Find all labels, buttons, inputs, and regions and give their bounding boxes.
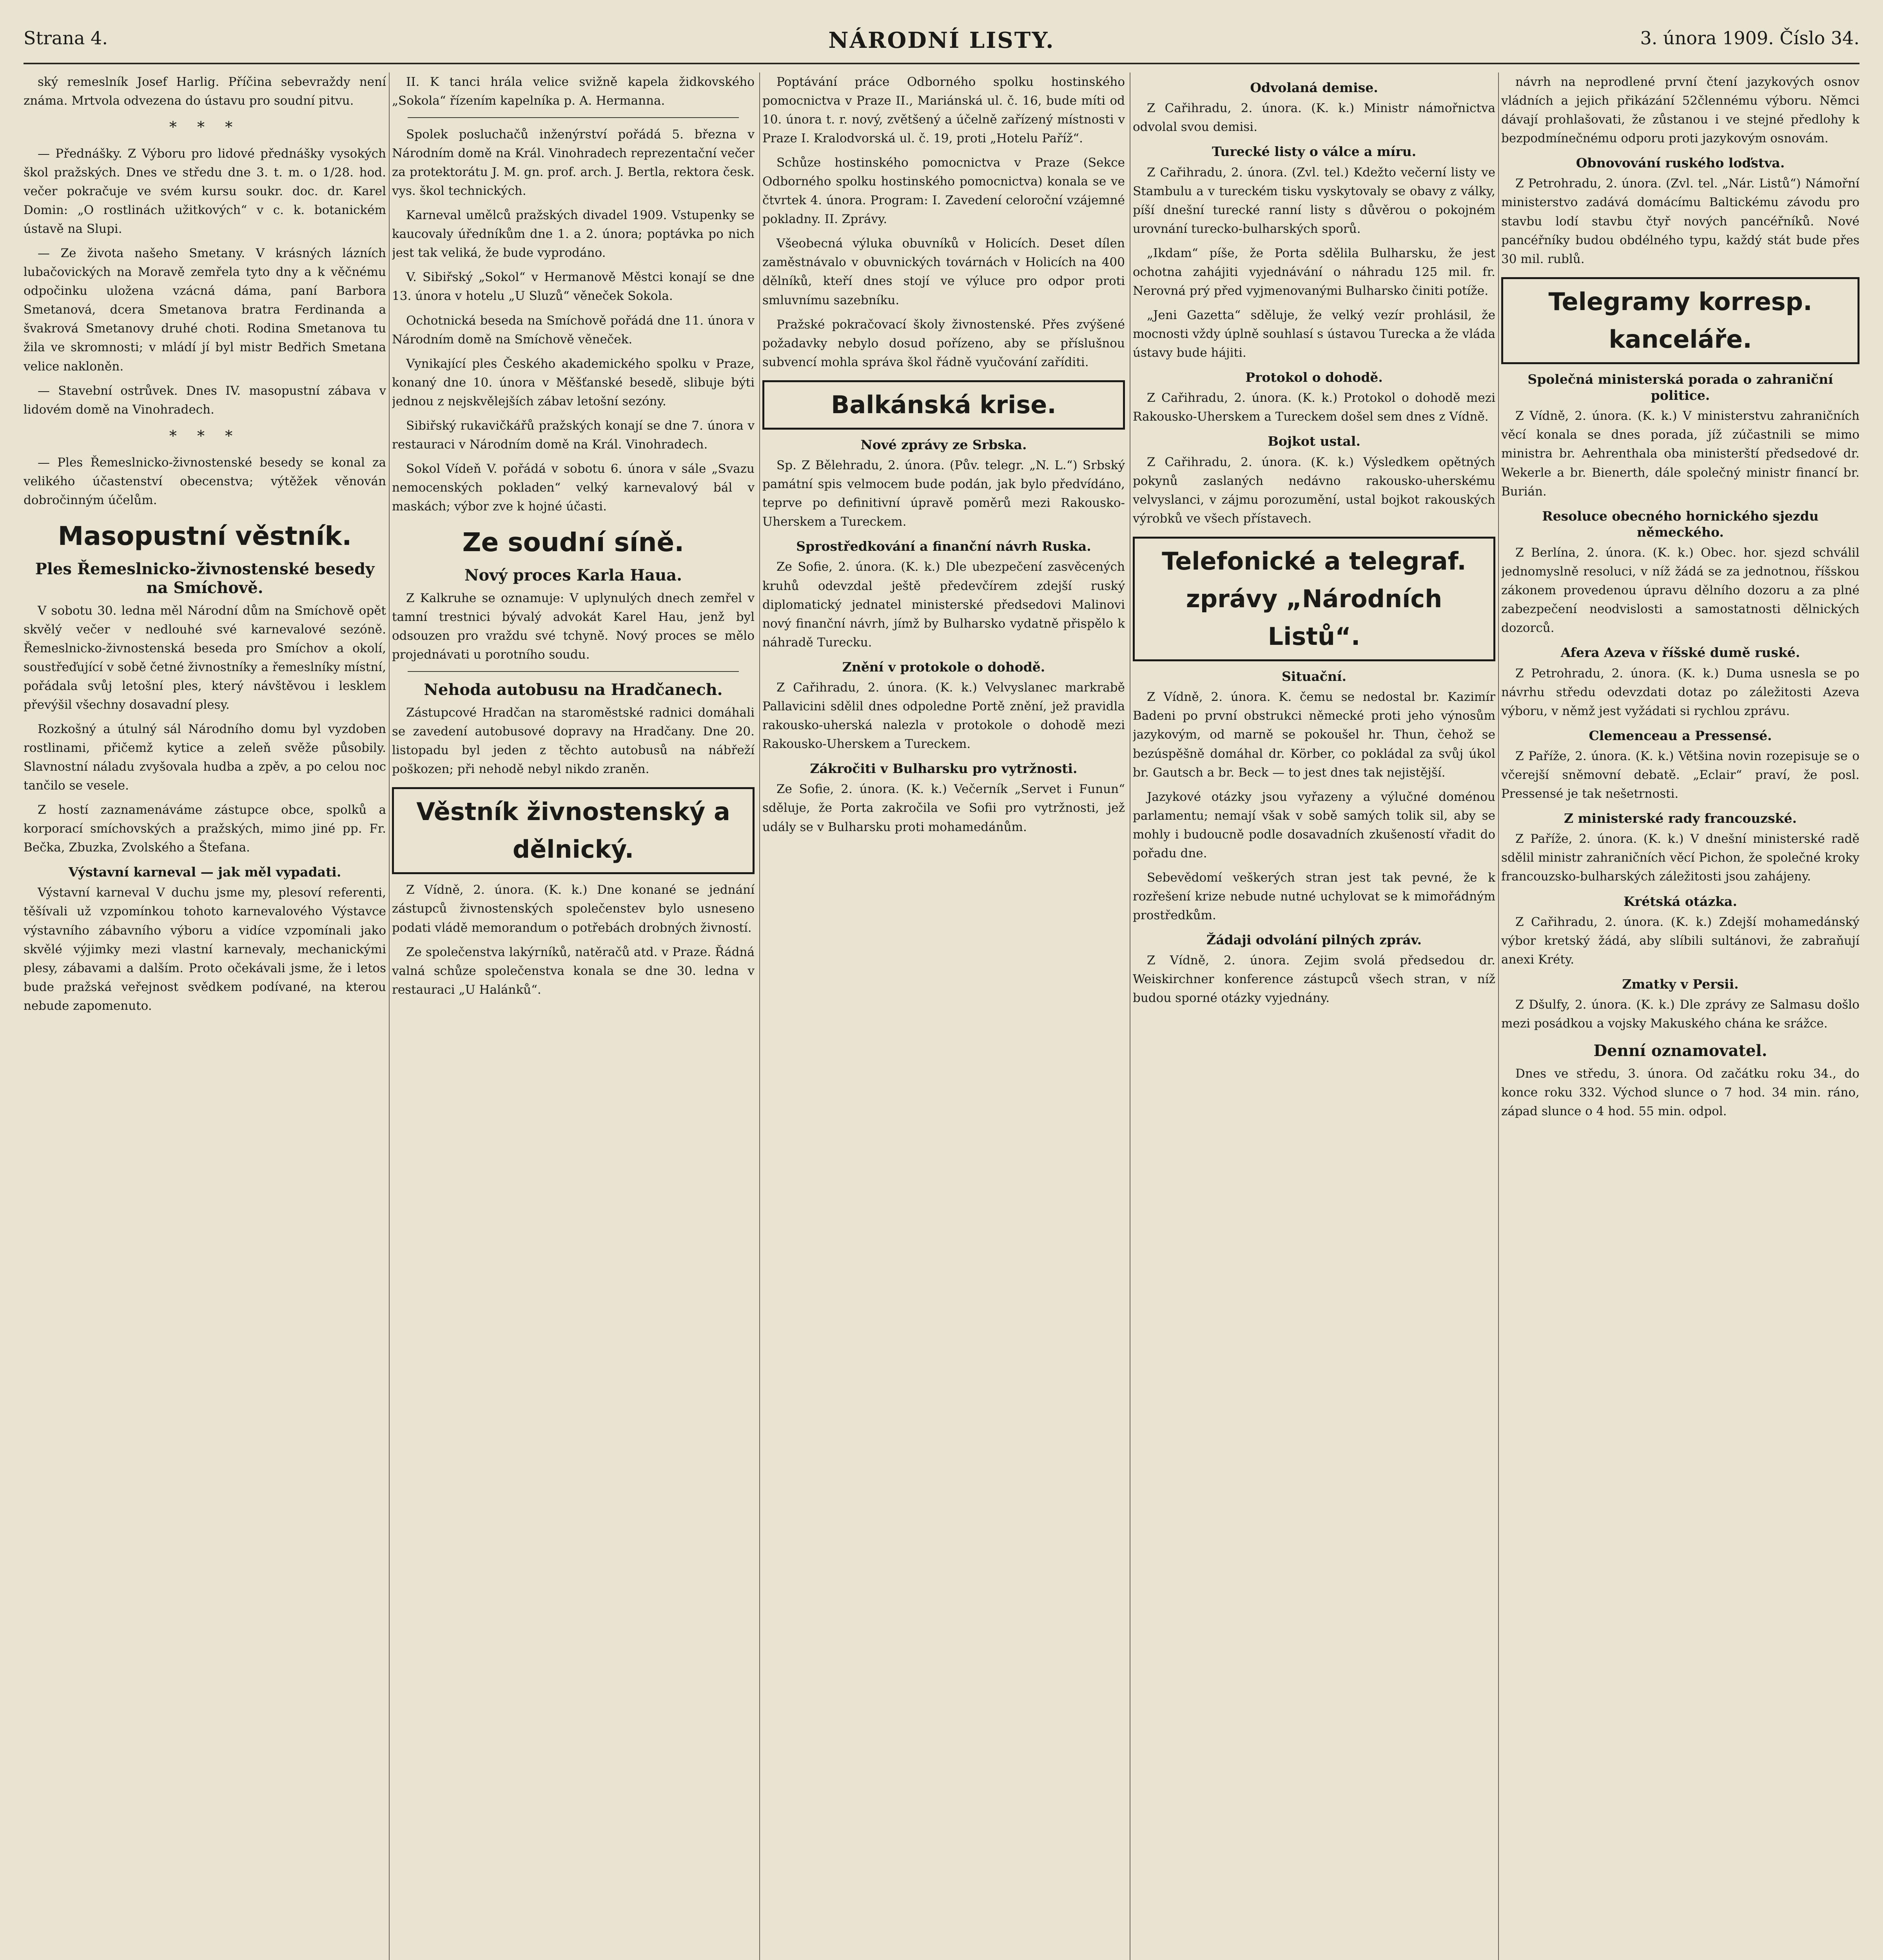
column-divider (1498, 73, 1499, 1960)
article-heading: Protokol o dohodě. (1245, 370, 1383, 385)
article-text: návrh na neprodlené první čtení jazykových osnov vládních a jejich přikázání 52člennému výboru. Němci dávají prohlašovati, že zůstanou i ve stejné předlohy k bezpodmínečnému odporu proti jazykovým osnovám. (1501, 75, 1859, 146)
page-header (24, 16, 1859, 63)
article-text: — Přednášky. Z Výboru pro lidové přednášky vysokých škol pražských. Dnes ve středu dne 3. t. m. o 1/28. hod. večer pokračuje ve svém kursu soukr. doc. dr. Karel Domin: „O rostlinách užitkových“ v c. k. botanickém ústavě na Slupi. (24, 146, 386, 236)
article-text: Z Petrohradu, 2. února. (Zvl. tel. „Nár. Listů“) Námořní ministerstvo zadává domácímu Baltickému závodu pro stavbu lodí stavbu čtyř nových pancéřníků. Nové pancéřníky budou obdélného typu, každý stát bude přes 30 mil. rublů. (1501, 176, 1859, 266)
article-heading: Nový proces Karla Haua. (464, 566, 682, 584)
article-text: V sobotu 30. ledna měl Národní dům na Smíchově opět skvělý večer v nedlouhé své karnevalové sezóně. Řemeslnicko-živnostenská beseda pro Smíchov a okolí, soustřeďující v sobě četné živnostníky a řemeslníky místní, pořádala svůj letošní ples, který návštěvou i lesklem převýšil všechny dosavadní plesy. (24, 603, 386, 712)
date-issue: 3. února 1909. Číslo 34. (1640, 27, 1859, 49)
column-1 (24, 73, 386, 1960)
article-text: Sp. Z Bělehradu, 2. února. (Pův. telegr. „N. L.“) Srbský památní spis velmocem bude podán, jak bylo předvídáno, teprve po definitivní úpravě poměrů mezi Rakousko-Uherskem a Tureckem. (762, 458, 1125, 529)
column-4 (1133, 73, 1495, 1960)
article-text: — Ples Řemeslnicko-živnostenské besedy se konal za velikého účastenství obecenstva; výtěžek věnován dobročinným účelům. (24, 455, 386, 507)
article-heading: Odvolaná demise. (1250, 80, 1378, 95)
section-heading-box: Telegramy korresp. kanceláře. (1501, 277, 1859, 364)
column-divider (759, 73, 760, 1960)
article-text: Z Dšulfy, 2. února. (K. k.) Dle zprávy ze Salmasu došlo mezi posádkou a vojsky Makuského chána ke srážce. (1501, 998, 1859, 1031)
separator-stars: * * * (169, 118, 241, 136)
article-heading: Z ministerské rady francouzské. (1564, 811, 1797, 826)
section-heading: Masopustní věstník. (58, 521, 352, 551)
article-text: Zástupcové Hradčan na staroměstské radnici domáhali se zavedení autobusové dopravy na Hradčany. Dne 20. listopadu byl jeden z těchto autobusů na nábřeží poškozen; při nehodě nebyl nikdo zraněn. (392, 706, 755, 777)
article-text: V. Sibiřský „Sokol“ v Hermanově Městci konají se dne 13. února v hotelu „U Sluzů“ věneček Sokola. (392, 270, 755, 303)
article-text: Z Cařihradu, 2. února. (K. k.) Velvyslanec markrabě Pallavicini sdělil dnes odpoledne Portě znění, jež pravidla rakousko-uherská nalezla v protokole o dohodě mezi Rakousko-Uherskem a Tureckem. (762, 680, 1125, 751)
article-text: Ze Sofie, 2. února. (K. k.) Dle ubezpečení zasvěcených kruhů odevzdal ještě předevčírem zdejší ruský diplomatický jednatel ministerské předsedovi Malinovi nový finanční návrh, jímž by Bulharsko vydatně přispělo k náhradě Turecku. (762, 560, 1125, 650)
header-rule (24, 63, 1859, 64)
article-heading: Nehoda autobusu na Hradčanech. (424, 681, 723, 699)
article-heading: Resoluce obecného hornického sjezdu německého. (1542, 508, 1819, 540)
article-heading: Zmatky v Persii. (1622, 976, 1739, 992)
article-heading: Zákročiti v Bulharsku pro vytržnosti. (810, 761, 1078, 777)
article-text: ský remeslník Josef Harlig. Příčina sebevraždy není známa. Mrtvola odvezena do ústavu pro soudní pitvu. (24, 75, 386, 108)
article-heading: Krétská otázka. (1624, 893, 1737, 909)
article-text: Vynikající ples Českého akademického spolku v Praze, konaný dne 10. února v Měšťanské besedě, slibuje býti jednou z nejskvělejších zábav letošní sezóny. (392, 356, 755, 408)
column-2 (392, 73, 755, 1960)
article-text: Jazykové otázky jsou vyřazeny a výlučné doménou parlamentu; nemají však v sobě samých tolik sil, aby se mohly i budoucně podle dosavadních zkušeností vřadit do pořadu dne. (1133, 789, 1495, 860)
page-number: Strana 4. (24, 27, 108, 49)
article-text: „Jeni Gazetta“ sděluje, že velký vezír prohlásil, že mocnosti vždy úplně souhlasí s ústavou Turecka a že vláda ústavy bude hájiti. (1133, 308, 1495, 360)
article-heading: Sprostředkování a finanční návrh Ruska. (796, 539, 1091, 554)
divider (408, 671, 739, 672)
article-text: Spolek posluchačů inženýrství pořádá 5. března v Národním domě na Král. Vinohradech reprezentační večer za protektorátu J. M. gn. prof. arch. J. Bertla, rektora česk. vys. škol technických. (392, 127, 755, 198)
section-heading-box: Věstník živnostenský a dělnický. (392, 787, 755, 874)
article-text: Z Vídně, 2. února. Zejim svolá předsedou dr. Weiskirchner konference zástupců všech stran, v níž budou sporné otázky vyjednány. (1133, 953, 1495, 1005)
divider (408, 117, 739, 118)
article-heading: Žádaji odvolání pilných zpráv. (1206, 932, 1422, 947)
section-heading-box: Telefonické a telegraf. zprávy „Národních Listů“. (1133, 537, 1495, 661)
article-text: Z Vídně, 2. února. (K. k.) V ministerstvu zahraničních věcí konala se dnes porada, jíž zúčastnili se mimo ministra br. Aehrenthala oba ministerští předsedové dr. Wekerle a br. Bienerth, dále společný ministr financí br. Burián. (1501, 409, 1859, 499)
article-text: Z Berlína, 2. února. (K. k.) Obec. hor. sjezd schválil jednomyslně resoluci, v níž žádá se za jednotnou, říšskou zákonem provedenou úpravu dělního dozoru a za plné zabezpečení neodvislosti a samostatnosti dělnických dozorců. (1501, 546, 1859, 635)
article-heading: Clemenceau a Pressensé. (1589, 728, 1772, 743)
article-text: Ochotnická beseda na Smíchově pořádá dne 11. února v Národním domě na Smíchově věneček. (392, 313, 755, 347)
article-text: II. K tanci hrála velice svižně kapela židkovského „Sokola“ řízením kapelníka p. A. Hermanna. (392, 75, 755, 108)
column-5 (1501, 73, 1859, 1960)
article-heading: Obnovování ruského loďstva. (1576, 155, 1785, 171)
article-heading: Znění v protokole o dohodě. (842, 659, 1045, 675)
article-text: Výstavní karneval V duchu jsme my, plesoví referenti, těšívali už vzpomínkou tohoto karnevalového Výstavce výstavního zábavního výboru a vidíce vzpomínali jako skvělé výjimky mezi vlastní karnevaly, mechanickými plesy, zábavami a dalším. Proto očekávali jsme, že i letos bude pražská veřejnost svědkem podívané, na kterou nebude zapomenuto. (24, 886, 386, 1013)
article-text: Z Cařihradu, 2. února. (K. k.) Zdejší mohamedánský výbor kretský žádá, aby slíbili sultánovi, že zabraňují anexi Kréty. (1501, 915, 1859, 967)
column-3 (762, 73, 1125, 1960)
article-heading: Situační. (1281, 669, 1347, 684)
article-text: Sibiřský rukavičkářů pražských konají se dne 7. února v restauraci v Národním domě na Král. Vinohradech. (392, 418, 755, 452)
article-heading: Nové zprávy ze Srbska. (860, 437, 1027, 452)
article-text: Z Paříže, 2. února. (K. k.) V dnešní ministerské radě sdělil ministr zahraničních věcí Pichon, že společné kroky francouzsko-bulharských záležitosti jsou zahájeny. (1501, 832, 1859, 884)
article-heading: Společná ministerská porada o zahraniční politice. (1527, 371, 1833, 403)
article-heading: Turecké listy o válce a míru. (1212, 144, 1417, 160)
article-text: Sebevědomí veškerých stran jest tak pevné, že k rozřešení krize nebude nutné uchylovat se k mimořádným prostředkům. (1133, 870, 1495, 922)
section-heading-box: Balkánská krise. (762, 380, 1125, 430)
article-heading: Výstavní karneval — jak měl vypadati. (68, 864, 341, 880)
column-divider (389, 73, 390, 1960)
separator-stars: * * * (169, 427, 241, 445)
article-text: Z Vídně, 2. února. K. čemu se nedostal br. Kazimír Badeni po první obstrukci německé proti jeho výnosům jazykovým, od marně se pokoušel hr. Thun, čehož se bezúspěšně domáhal dr. Körber, co pokládal za svůj úkol br. Gautsch a br. Beck — to jest dnes tak nejistější. (1133, 690, 1495, 780)
article-text: Z Cařihradu, 2. února. (K. k.) Výsledkem opětných pokynů zaslaných nedávno rakousko-uherskému velvyslanci, v zájmu porozumění, ustal bojkot rakouských výrobků ve všech přístavech. (1133, 455, 1495, 526)
article-text: Rozkošný a útulný sál Národního domu byl vyzdoben rostlinami, přičemž kytice a zeleň svěže působily. Slavnostní náladu zvyšovala hudba a zpěv, a po celou noc tančilo se vesele. (24, 722, 386, 793)
article-text: Karneval umělců pražských divadel 1909. Vstupenky se kaucovaly úředníkům dne 1. a 2. února; poptávka po nich jest tak veliká, že bude vyprodáno. (392, 208, 755, 260)
article-text: Pražské pokračovací školy živnostenské. Přes zvýšené požadavky nebylo dosud pořízeno, aby se příslušnou subvencí mohla správa škol řádně vyučování zaříditi. (762, 317, 1125, 369)
article-text: „Ikdam“ píše, že Porta sdělila Bulharsku, že jest ochotna zahájiti vyjednávání o náhradu 125 mil. fr. Nerovná prý před vyjmenovanými Bulharsko činiti potíže. (1133, 246, 1495, 298)
article-text: Sokol Vídeň V. pořádá v sobotu 6. února v sále „Svazu nemocenských pokladen“ velký karnevalový bál v maskách; výbor zve k hojné účasti. (392, 461, 755, 514)
article-text: Ze společenstva lakýrníků, natěračů atd. v Praze. Řádná valná schůze společenstva konala se dne 30. ledna v restauraci „U Halánků“. (392, 945, 755, 997)
article-text: Z Paříže, 2. února. (K. k.) Většina novin rozepisuje se o včerejší sněmovní debatě. „Eclair“ praví, že posl. Pressensé je tak nešetrnosti. (1501, 749, 1859, 801)
article-heading: Afera Azeva v říšské dumě ruské. (1560, 645, 1800, 661)
article-text: Z Cařihradu, 2. února. (K. k.) Ministr námořnictva odvolal svou demisi. (1133, 101, 1495, 134)
article-text: — Stavební ostrůvek. Dnes IV. masopustní zábava v lidovém domě na Vinohradech. (24, 383, 386, 417)
article-text: Z Vídně, 2. února. (K. k.) Dne konané se jednání zástupců živnostenských společenstev bylo usneseno podati vládě memorandum o potřebách drobných živností. (392, 883, 755, 935)
section-heading: Ze soudní síně. (462, 527, 684, 557)
article-text: Ze Sofie, 2. února. (K. k.) Večerník „Servet i Funun“ sděluje, že Porta zakročila ve Sofii pro vytržnosti, jež udály se v Bulharsku proti mohamedánům. (762, 782, 1125, 834)
article-text: Všeobecná výluka obuvníků v Holicích. Deset dílen zaměstnávalo v obuvnických továrnách v Holicích na 400 dělníků, kteří dnes stojí ve výluce pro odpor proti smluvnímu sazebníku. (762, 236, 1125, 307)
article-text: Z Kalkruhe se oznamuje: V uplynulých dnech zemřel v tamní trestnici bývalý advokát Karel Hau, jenž byl odsouzen pro vraždu své tchyně. Nový proces se mělo projednávati u porotního soudu. (392, 591, 755, 662)
article-text: Z Petrohradu, 2. února. (K. k.) Duma usnesla se po návrhu středu odevzdati dotaz po záležitosti Azeva výboru, v němž jest vyžádati si rychlou zprávu. (1501, 666, 1859, 718)
section-heading: Denní oznamovatel. (1593, 1042, 1767, 1060)
article-text: Z Cařihradu, 2. února. (Zvl. tel.) Kdežto večerní listy ve Stambulu a v tureckém tisku vyskytovaly se obavy z války, píší dnešní turecké ranní listy s důvěrou o pokojném urovnání turecko-bulharských sporů. (1133, 165, 1495, 236)
article-text: — Ze života našeho Smetany. V krásných lázních lubačovických na Moravě zemřela tyto dny a k věčnému odpočinku uložena vzácná dáma, paní Barbora Smetanová, dcera Smetanova bratra Ferdinanda a švakrová Smetanovy druhé choti. Rodina Smetanova tu žila ve skromnosti; v mládí jí byl mistr Bedřich Smetana velice nakloněn. (24, 246, 386, 374)
article-text: Z Cařihradu, 2. února. (K. k.) Protokol o dohodě mezi Rakousko-Uherskem a Tureckem došel sem dnes z Vídně. (1133, 391, 1495, 424)
article-text: Poptávání práce Odborného spolku hostinského pomocnictva v Praze II., Mariánská ul. č. 16, bude míti od 10. února t. r. nový, zvětšený a účelně zařízený místnosti v Praze I. Kralodvorská ul. č. 19, proti „Hotelu Paříž“. (762, 75, 1125, 146)
article-text: Z hostí zaznamenáváme zástupce obce, spolků a korporací smíchovských a pražských, mimo jiné pp. Fr. Bečka, Zbuzka, Zvolského a Štefana. (24, 803, 386, 855)
masthead-title: NÁRODNÍ LISTY. (828, 27, 1055, 53)
article-text: Schůze hostinského pomocnictva v Praze (Sekce Odborného spolku hostinského pomocnictva) konala se ve čtvrtek 4. února. Program: I. Zavedení celoroční vzájemné pokladny. II. Zprávy. (762, 156, 1125, 227)
article-heading: Ples Řemeslnicko-živnostenské besedy na Smíchově. (35, 559, 375, 597)
article-heading: Bojkot ustal. (1268, 434, 1361, 449)
article-text: Dnes ve středu, 3. února. Od začátku roku 34., do konce roku 332. Východ slunce o 7 hod. 34 min. ráno, západ slunce o 4 hod. 55 min. odpol. (1501, 1067, 1859, 1119)
